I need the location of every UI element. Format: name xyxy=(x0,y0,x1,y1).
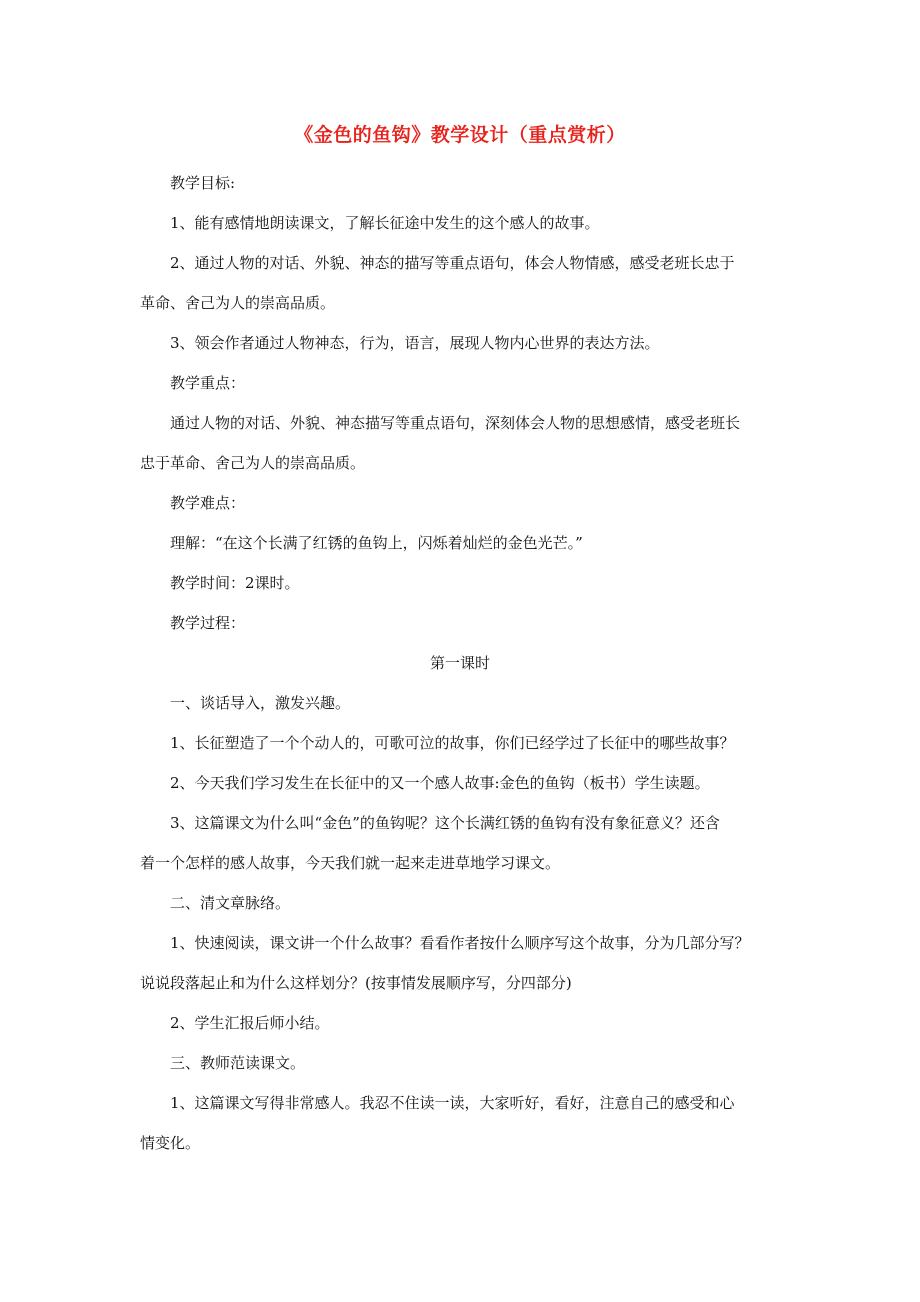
lesson-heading: 第一课时 xyxy=(429,654,490,672)
section-heading-key-points: 教学重点： xyxy=(170,374,246,392)
section-heading-difficulties: 教学难点： xyxy=(170,494,246,512)
paragraph-line: 3、这篇课文为什么叫“金色”的鱼钩呢？这个长满红锈的鱼钩有没有象征意义？还含 xyxy=(170,814,720,832)
document-title: 《金色的鱼钩》教学设计（重点赏析） xyxy=(294,124,626,146)
paragraph-line: 1、这篇课文写得非常感人。我忍不住读一读，大家听好，看好，注意自己的感受和心 xyxy=(170,1094,735,1112)
paragraph-line: 1、能有感情地朗读课文，了解长征途中发生的这个感人的故事。 xyxy=(170,214,600,232)
paragraph-line: 1、长征塑造了一个个动人的，可歌可泣的故事，你们已经学过了长征中的哪些故事？ xyxy=(170,734,735,752)
step-heading: 一、谈话导入，激发兴趣。 xyxy=(170,694,351,712)
paragraph-line: 2、学生汇报后师小结。 xyxy=(170,1014,330,1032)
paragraph-line: 革命、舍己为人的崇高品质。 xyxy=(140,294,336,312)
section-heading-process: 教学过程： xyxy=(170,614,246,632)
paragraph-line: 忠于革命、舍己为人的崇高品质。 xyxy=(140,454,366,472)
paragraph-line: 通过人物的对话、外貌、神态描写等重点语句，深刻体会人物的思想感情，感受老班长 xyxy=(170,414,741,432)
paragraph-line: 3、领会作者通过人物神态，行为，语言，展现人物内心世界的表达方法。 xyxy=(170,334,660,352)
paragraph-line: 理解：“在这个长满了红锈的鱼钩上，闪烁着灿烂的金色光芒。” xyxy=(170,534,583,552)
paragraph-line: 说说段落起止和为什么这样划分？(按事情发展顺序写，分四部分) xyxy=(140,974,572,992)
paragraph-line: 着一个怎样的感人故事，今天我们就一起来走进草地学习课文。 xyxy=(140,854,561,872)
teaching-time: 教学时间：2课时。 xyxy=(170,574,300,592)
paragraph-line: 2、今天我们学习发生在长征中的又一个感人故事:金色的鱼钩（板书）学生读题。 xyxy=(170,774,710,792)
section-heading-objectives: 教学目标: xyxy=(170,174,236,192)
paragraph-line: 2、通过人物的对话、外貌、神态的描写等重点语句，体会人物情感，感受老班长忠于 xyxy=(170,254,735,272)
paragraph-line: 情变化。 xyxy=(140,1134,201,1152)
paragraph-line: 1、快速阅读，课文讲一个什么故事？看看作者按什么顺序写这个故事，分为几部分写？ xyxy=(170,934,750,952)
step-heading: 二、清文章脉络。 xyxy=(170,894,291,912)
step-heading: 三、教师范读课文。 xyxy=(170,1054,306,1072)
